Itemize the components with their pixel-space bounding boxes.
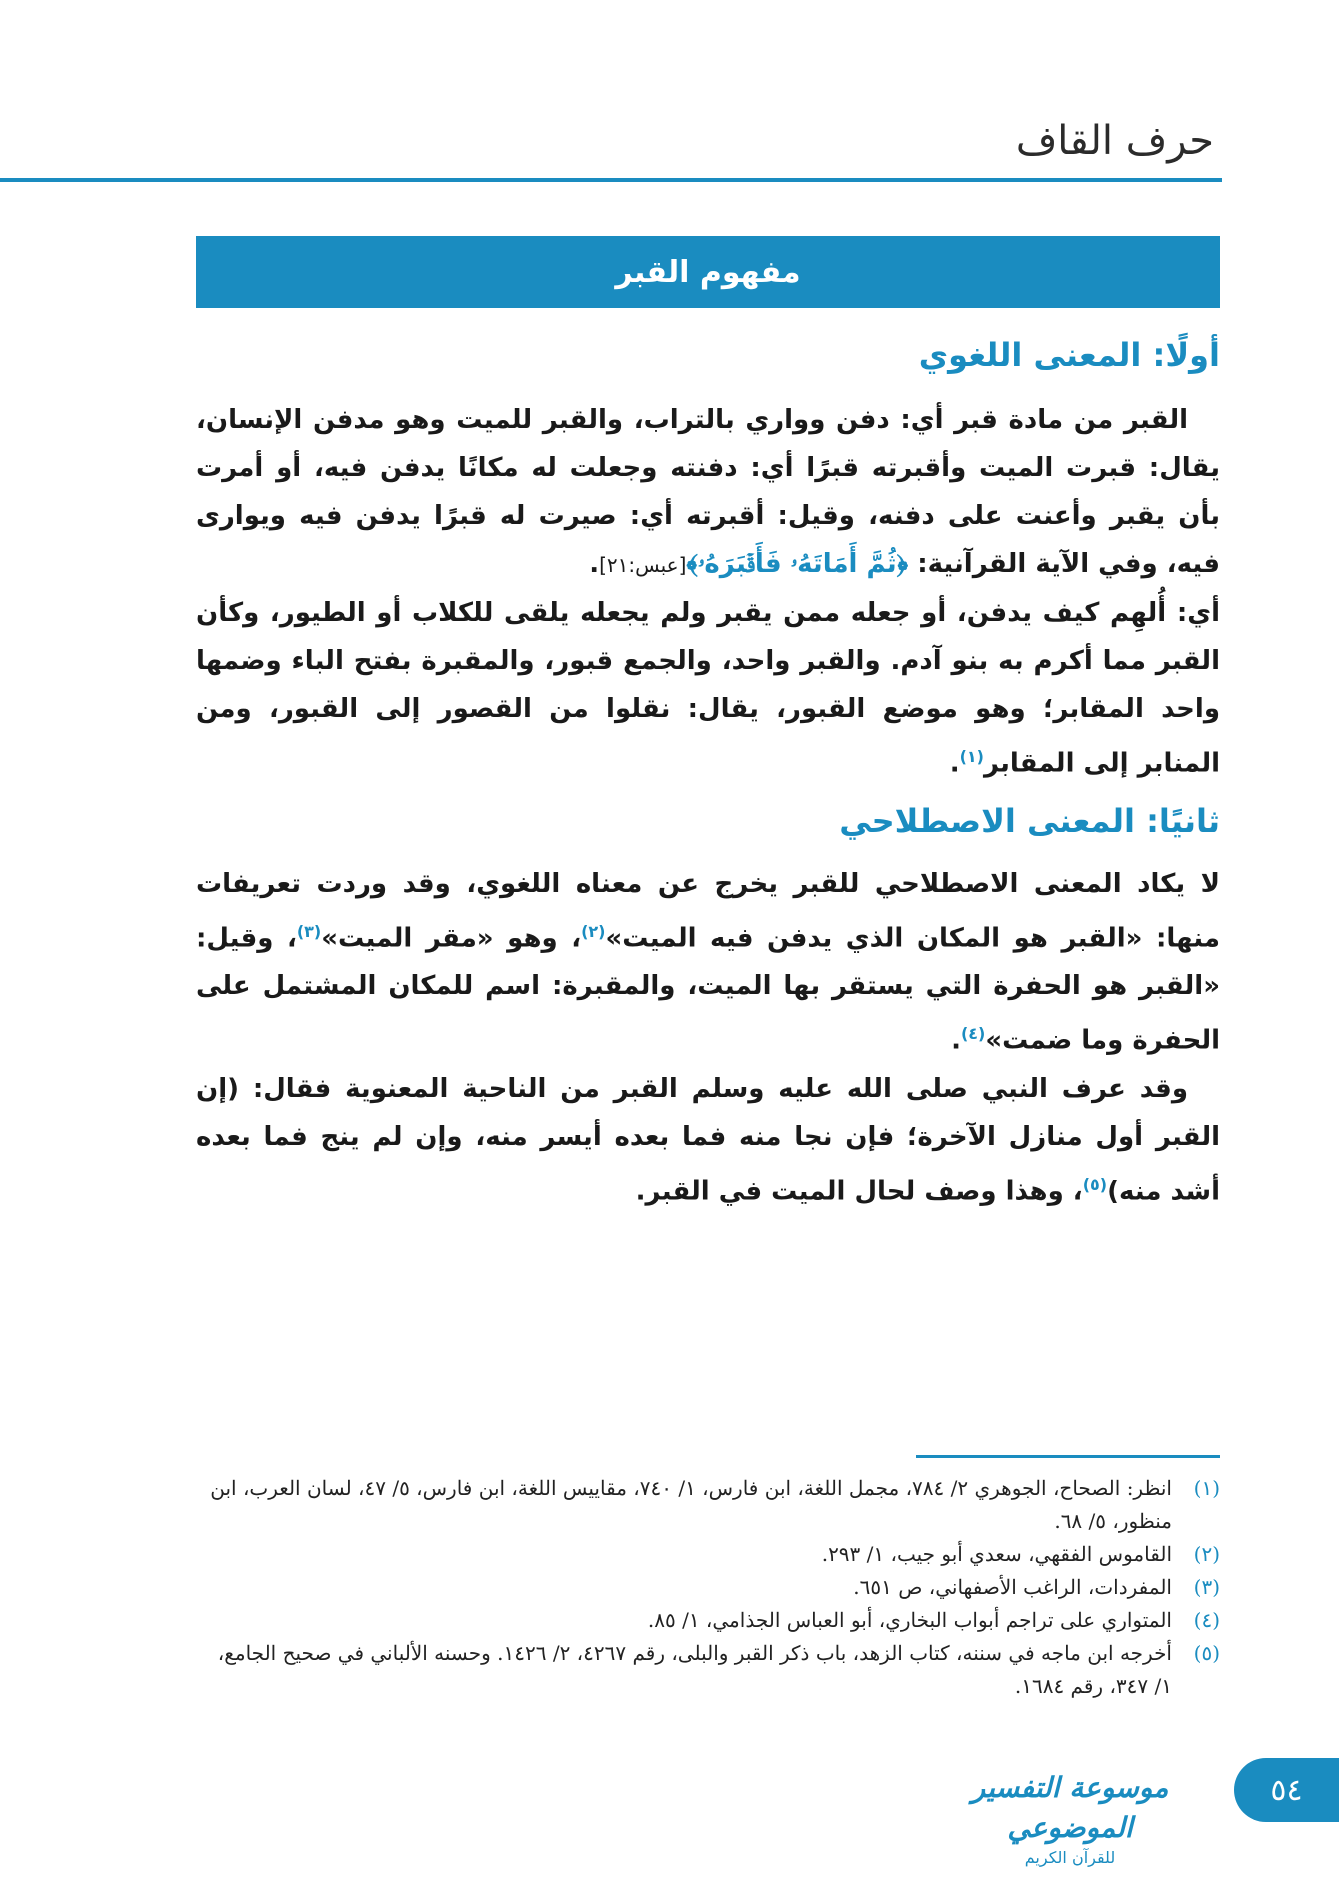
section1-p1-text: القبر من مادة قبر أي: دفن وواري بالتراب، والقبر للميت وهو مدفن الإنسان، يقال: قبرت الميت وأقبرته قبرًا أي: دفنته وجعلت له مكانًا يدفن فيه، أو أمرت بأن يقبر وأعنت على دفنه، وقيل: أقبرته أي: صيرت له قبرًا يدفن فيه ويوارى فيه، وفي الآية القرآنية:	[196, 405, 1220, 579]
footnote-marker-1[interactable]: (١)	[959, 747, 984, 766]
section1-heading: أولًا: المعنى اللغوي	[918, 336, 1220, 374]
section1-paragraph-1	[196, 396, 1220, 589]
footnote-marker-3[interactable]: (٣)	[296, 921, 322, 941]
section1-p1-end: .	[589, 549, 600, 579]
header-rule	[0, 178, 1222, 182]
footnote-5	[196, 1637, 1220, 1703]
section1-p2-end: .	[949, 748, 960, 779]
footnote-text: أخرجه ابن ماجه في سننه، كتاب الزهد، باب ذكر القبر والبلى، رقم ٤٢٦٧، ٢/ ١٤٢٦. وحسنه الألباني في صحيح الجامع، ١/ ٣٤٧، رقم ١٦٨٤.	[217, 1641, 1172, 1698]
main-content	[196, 336, 1220, 1216]
footnote-number: (١)	[1193, 1476, 1220, 1500]
section2-paragraph-2	[196, 1065, 1220, 1216]
section2-p2-b: ، وهذا وصف لحال الميت في القبر.	[635, 1176, 1083, 1207]
footnote-text: المفردات، الراغب الأصفهاني، ص ٦٥١.	[853, 1575, 1172, 1599]
footnote-text: المتواري على تراجم أبواب البخاري، أبو العباس الجذامي، ١/ ٨٥.	[647, 1608, 1172, 1632]
footnote-number: (٣)	[1193, 1575, 1220, 1599]
footnote-text: القاموس الفقهي، سعدي أبو جيب، ١/ ٢٩٣.	[821, 1542, 1172, 1566]
footnote-number: (٤)	[1193, 1608, 1220, 1632]
footnote-1	[196, 1472, 1220, 1538]
footnote-marker-2[interactable]: (٢)	[581, 921, 606, 941]
section2-p1-end: .	[951, 1025, 961, 1056]
logo-title: موسوعة التفسير الموضوعي	[971, 1771, 1169, 1844]
chapter-title: حرف القاف	[1015, 118, 1214, 164]
footnote-marker-5[interactable]: (٥)	[1082, 1174, 1108, 1194]
quran-verse: ﴿ثُمَّ أَمَاتَهُۥ فَأَقۡبَرَهُۥ﴾	[686, 549, 909, 579]
section2-heading: ثانيًا: المعنى الاصطلاحي	[839, 801, 1220, 840]
footnote-3	[196, 1571, 1220, 1604]
encyclopedia-logo	[920, 1768, 1220, 1867]
logo-subtitle: للقرآن الكريم	[1024, 1848, 1116, 1867]
page-number-badge	[1234, 1758, 1339, 1822]
section2-p1-c: ، وقيل: «القبر هو الحفرة التي يستقر بها الميت، والمقبرة: اسم للمكان المشتمل على الحفرة وما ضمت»	[196, 923, 1220, 1056]
footnote-2	[196, 1538, 1220, 1571]
footnote-text: انظر: الصحاح، الجوهري ٢/ ٧٨٤، مجمل اللغة، ابن فارس، ١/ ٧٤٠، مقاييس اللغة، ابن فارس، ٥/ ٤٧، لسان العرب، ابن منظور، ٥/ ٦٨.	[210, 1476, 1172, 1533]
footnote-marker-4[interactable]: (٤)	[960, 1024, 986, 1044]
section1-paragraph-2	[196, 589, 1220, 788]
footnote-4	[196, 1604, 1220, 1637]
section2-p1-a: لا يكاد المعنى الاصطلاحي للقبر يخرج عن معناه اللغوي، وقد وردت تعريفات منها: «القبر هو المكان الذي يدفن فيه الميت»	[196, 868, 1221, 954]
section2-p2-a: وقد عرف النبي صلى الله عليه وسلم القبر من الناحية المعنوية فقال: (إن القبر أول منازل الآخرة؛ فإن نجا منه فما بعده أيسر منه، وإن لم ينج فما بعده أشد منه)	[196, 1073, 1220, 1207]
section1-p2-text: أي: أُلهِم كيف يدفن، أو جعله ممن يقبر ولم يجعله يلقى للكلاب أو الطيور، وكأن القبر مما أكرم به بنو آدم. والقبر واحد، والجمع قبور، والمقبرة بفتح الباء وضمها واحد المقابر؛ وهو موضع القبور، يقال: نقلوا من القصور إلى القبور، ومن المنابر إلى المقابر	[196, 598, 1220, 779]
banner-title: مفهوم القبر	[615, 254, 801, 290]
section-banner	[196, 236, 1220, 308]
footnote-number: (٥)	[1193, 1641, 1220, 1665]
footnote-number: (٢)	[1193, 1542, 1220, 1566]
verse-reference: [عبس:٢١]	[599, 553, 687, 577]
footnote-rule	[916, 1455, 1220, 1458]
page-number: ٥٤	[1270, 1772, 1303, 1808]
section2-paragraph-1	[196, 860, 1220, 1065]
footnotes	[196, 1472, 1220, 1703]
section2-p1-b: ، وهو «مقر الميت»	[321, 923, 582, 954]
